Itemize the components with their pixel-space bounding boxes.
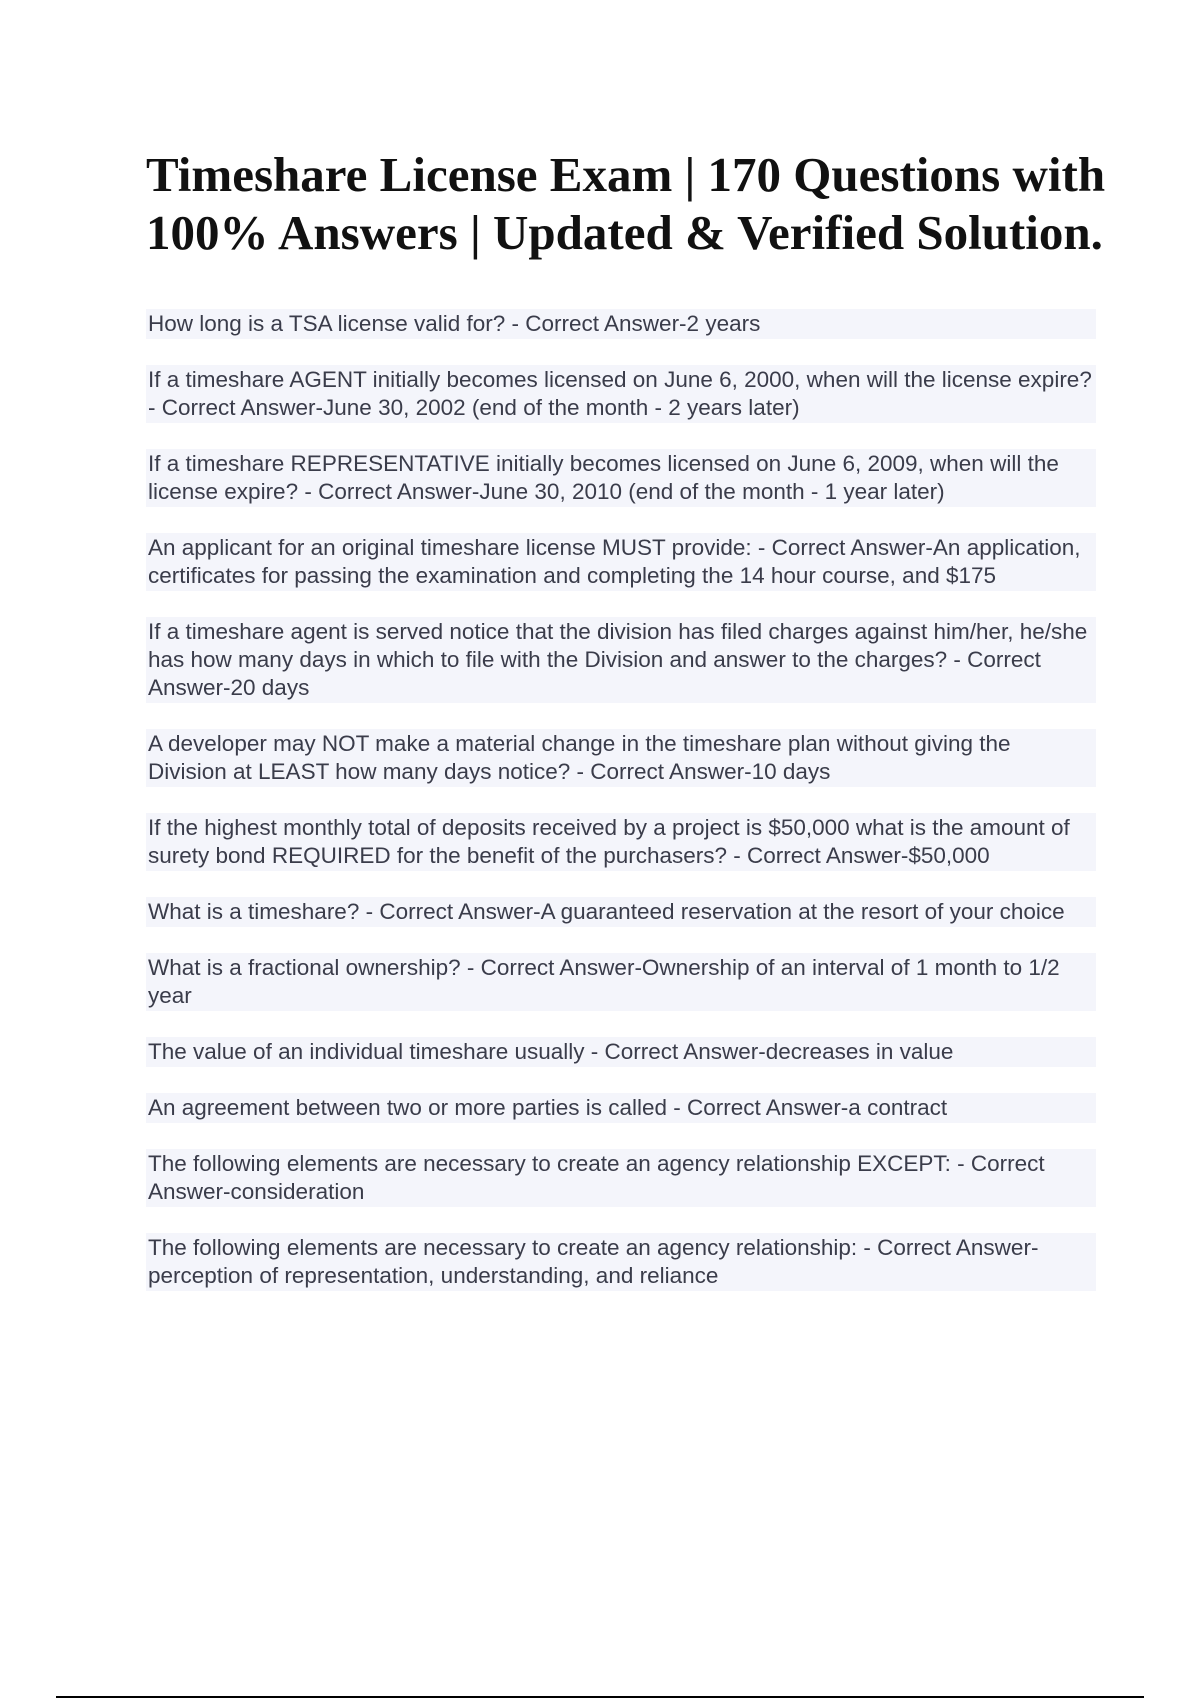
qa-item: If a timeshare agent is served notice that the division has filed charges against him/her, he/she has how many days in which to file with the Division and answer to the charges? - Correct Answer-20 days: [146, 617, 1096, 703]
qa-item: An applicant for an original timeshare license MUST provide: - Correct Answer-An application, certificates for passing the examination and completing the 14 hour course, and $175: [146, 533, 1096, 591]
bottom-divider: [56, 1696, 1144, 1698]
qa-item: The following elements are necessary to create an agency relationship: - Correct Answer-perception of representation, understanding, and reliance: [146, 1233, 1096, 1291]
qa-item: If a timeshare REPRESENTATIVE initially becomes licensed on June 6, 2009, when will the license expire? - Correct Answer-June 30, 2010 (end of the month - 1 year later): [146, 449, 1096, 507]
qa-list: [146, 309, 1096, 1317]
qa-item: The following elements are necessary to create an agency relationship EXCEPT: - Correct Answer-consideration: [146, 1149, 1096, 1207]
qa-item: A developer may NOT make a material change in the timeshare plan without giving the Division at LEAST how many days notice? - Correct Answer-10 days: [146, 729, 1096, 787]
qa-item: If a timeshare AGENT initially becomes licensed on June 6, 2000, when will the license expire? - Correct Answer-June 30, 2002 (end of the month - 2 years later): [146, 365, 1096, 423]
qa-item: What is a timeshare? - Correct Answer-A guaranteed reservation at the resort of your choice: [146, 897, 1096, 927]
document-title: Timeshare License Exam | 170 Questions with 100% Answers | Updated & Verified Solution.: [146, 147, 1106, 260]
qa-item: If the highest monthly total of deposits received by a project is $50,000 what is the amount of surety bond REQUIRED for the benefit of the purchasers? - Correct Answer-$50,000: [146, 813, 1096, 871]
qa-item: What is a fractional ownership? - Correct Answer-Ownership of an interval of 1 month to 1/2 year: [146, 953, 1096, 1011]
qa-item: The value of an individual timeshare usually - Correct Answer-decreases in value: [146, 1037, 1096, 1067]
qa-item: An agreement between two or more parties is called - Correct Answer-a contract: [146, 1093, 1096, 1123]
qa-item: How long is a TSA license valid for? - Correct Answer-2 years: [146, 309, 1096, 339]
